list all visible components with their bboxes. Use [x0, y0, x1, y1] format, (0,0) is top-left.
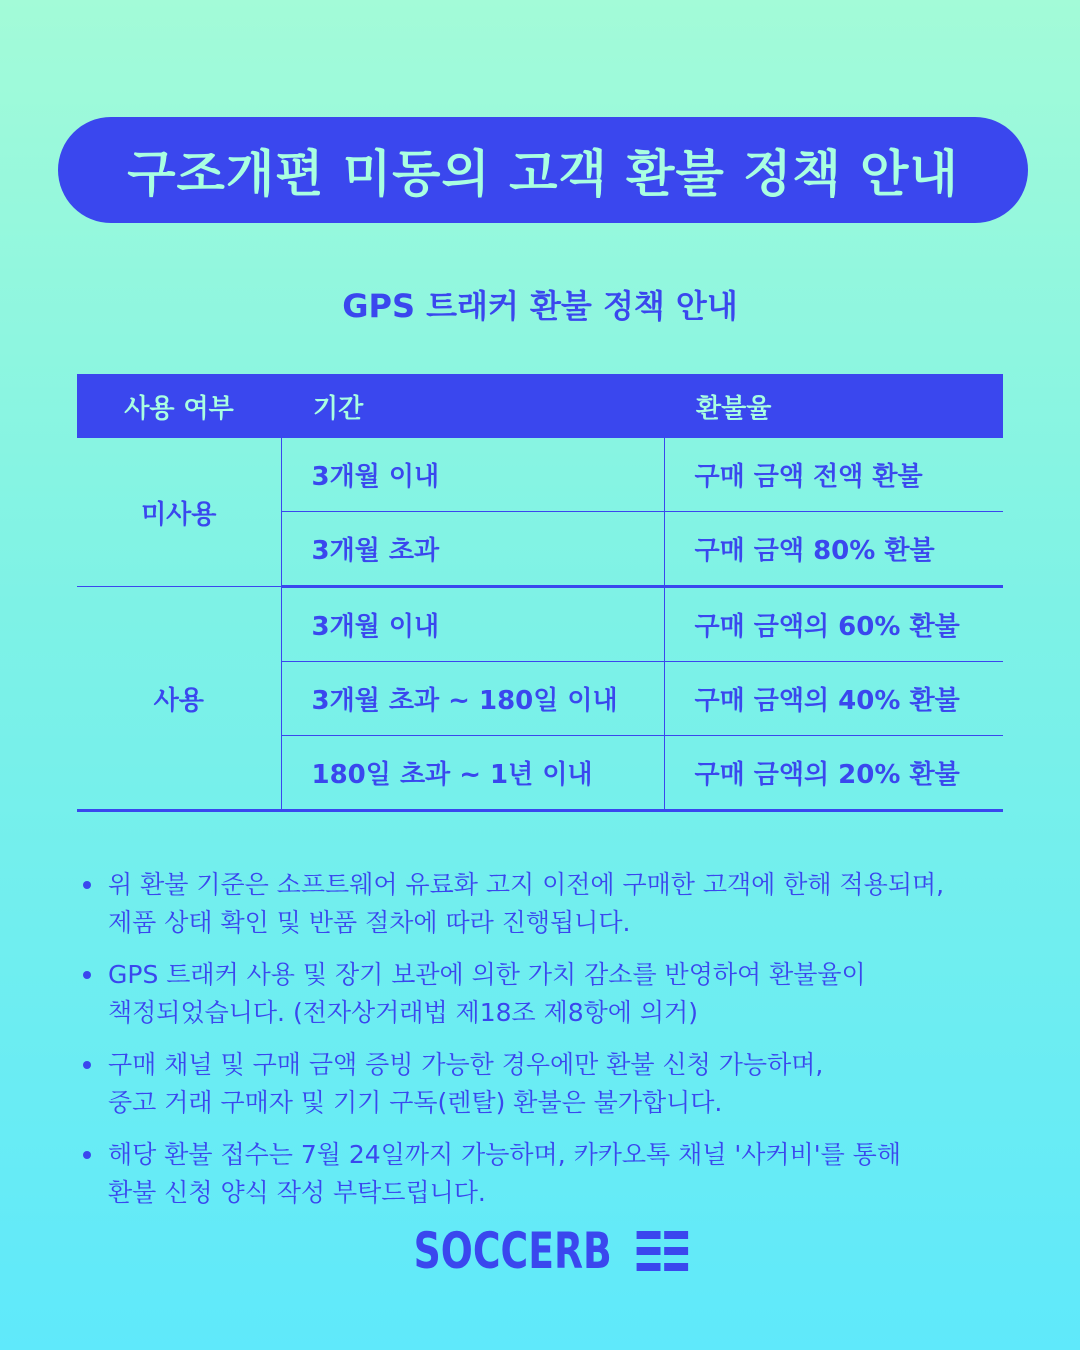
logo-e-bars-icon [664, 1231, 688, 1271]
note-line: 책정되었습니다. (전자상거래법 제18조 제8항에 의거) [108, 998, 698, 1027]
bullet-icon [83, 971, 91, 979]
title-banner [58, 117, 1028, 223]
period-cell: 3개월 초과 ~ 180일 이내 [281, 662, 664, 736]
soccerbee-logo [392, 1222, 688, 1280]
note-line: 환불 신청 양식 작성 부탁드립니다. [108, 1178, 486, 1207]
note-line: 위 환불 기준은 소프트웨어 유료화 고지 이전에 구매한 고객에 한해 적용되며, [108, 870, 945, 899]
table-row [77, 438, 1003, 512]
period-cell: 3개월 이내 [281, 587, 664, 662]
table-row [77, 587, 1003, 662]
list-item [78, 866, 1028, 942]
list-item [78, 1136, 1028, 1212]
bullet-icon [83, 881, 91, 889]
rate-cell: 구매 금액의 40% 환불 [664, 662, 1003, 736]
rate-cell: 구매 금액 80% 환불 [664, 512, 1003, 587]
list-item [78, 1046, 1028, 1122]
rate-cell: 구매 금액의 20% 환불 [664, 736, 1003, 811]
header-usage: 사용 여부 [77, 374, 281, 438]
usage-cell-used: 사용 [77, 587, 281, 811]
policy-notes-list [78, 866, 1028, 1226]
table-header-row [77, 374, 1003, 438]
period-cell: 3개월 초과 [281, 512, 664, 587]
header-period: 기간 [281, 374, 664, 438]
header-rate: 환불율 [664, 374, 1003, 438]
refund-policy-table [77, 374, 1003, 812]
note-line: GPS 트래커 사용 및 장기 보관에 의한 가치 감소를 반영하여 환불율이 [108, 960, 866, 989]
page-title: 구조개편 미동의 고객 환불 정책 안내 [127, 145, 959, 203]
note-line: 중고 거래 구매자 및 기기 구독(렌탈) 환불은 불가합니다. [108, 1088, 723, 1117]
brand-logo [0, 1222, 1080, 1280]
usage-cell-unused: 미사용 [77, 438, 281, 587]
note-line: 구매 채널 및 구매 금액 증빙 가능한 경우에만 환불 신청 가능하며, [108, 1050, 824, 1079]
period-cell: 3개월 이내 [281, 438, 664, 512]
bullet-icon [83, 1151, 91, 1159]
note-line: 제품 상태 확인 및 반품 절차에 따라 진행됩니다. [108, 908, 631, 937]
logo-e-bars-icon [636, 1231, 660, 1271]
section-subtitle: GPS 트래커 환불 정책 안내 [342, 287, 738, 325]
rate-cell: 구매 금액의 60% 환불 [664, 587, 1003, 662]
period-cell: 180일 초과 ~ 1년 이내 [281, 736, 664, 811]
logo-text: SOCCERB [413, 1222, 612, 1280]
note-line: 해당 환불 접수는 7월 24일까지 가능하며, 카카오톡 채널 '사커비'를 통해 [108, 1140, 901, 1169]
rate-cell: 구매 금액 전액 환불 [664, 438, 1003, 512]
list-item [78, 956, 1028, 1032]
bullet-icon [83, 1061, 91, 1069]
